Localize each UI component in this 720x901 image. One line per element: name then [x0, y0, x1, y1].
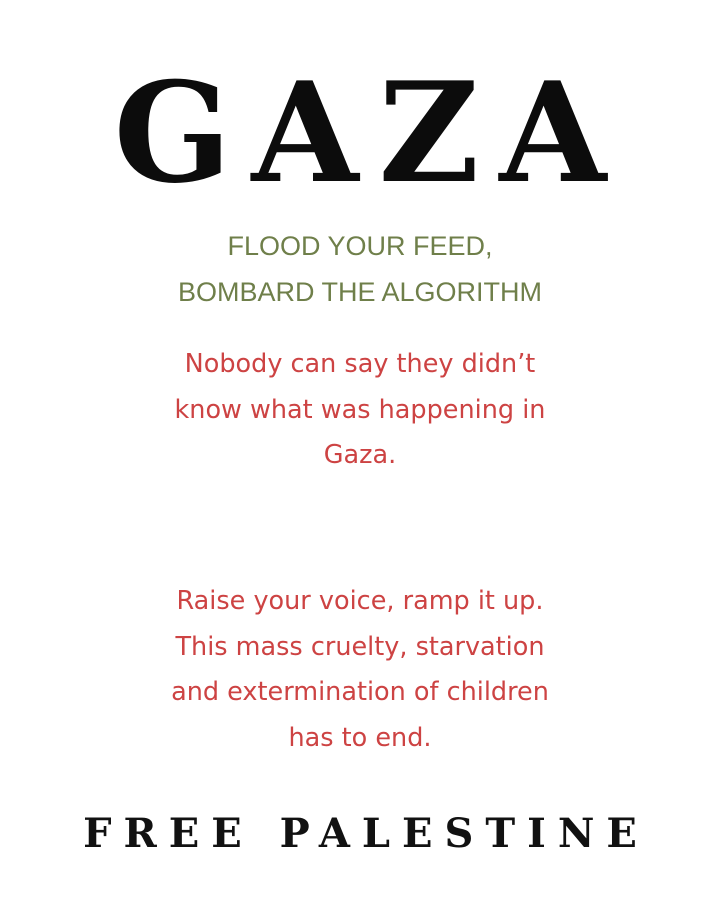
- footer-slogan: FREE PALESTINE: [83, 810, 649, 857]
- paragraph-knowledge: [0, 342, 720, 479]
- paragraph-line: and extermination of children: [171, 677, 549, 707]
- paragraph-line: Raise your voice, ramp it up.: [176, 586, 544, 616]
- paragraph-line: This mass cruelty, starvation: [175, 631, 545, 662]
- subtitle-line-1: FLOOD YOUR FEED,: [227, 231, 493, 261]
- paragraph-line: Gaza.: [323, 440, 397, 470]
- paragraph-call-to-action: [0, 579, 720, 761]
- paragraph-line: Nobody can say they didn’t: [184, 349, 536, 379]
- paragraph-line: know what was happening in: [174, 394, 546, 425]
- poster-title: GAZA: [113, 51, 627, 214]
- subtitle-line-2: BOMBARD THE ALGORITHM: [177, 277, 543, 307]
- paragraph-line: has to end.: [288, 722, 432, 753]
